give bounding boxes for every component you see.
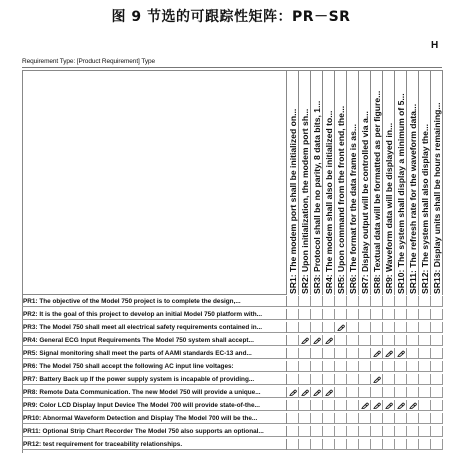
trace-link-icon [325,336,333,344]
matrix-cell[interactable] [299,374,311,385]
matrix-cell[interactable] [419,361,431,372]
matrix-cell[interactable] [287,374,299,385]
matrix-cell[interactable] [383,426,395,437]
matrix-cell[interactable] [335,426,347,437]
matrix-cell[interactable] [395,439,407,450]
matrix-cell[interactable] [347,413,359,424]
matrix-cell[interactable] [383,374,395,385]
matrix-cell[interactable] [383,335,395,346]
matrix-cell[interactable] [299,413,311,424]
column-label: SR9: Waveform data will be displayed in... [384,122,394,294]
trace-link-icon [409,401,417,409]
matrix-cell[interactable] [311,374,323,385]
matrix-row [22,309,442,320]
matrix-cell[interactable] [419,426,431,437]
matrix-column-header [287,70,299,295]
matrix-cell[interactable] [335,296,347,307]
matrix-cell[interactable] [323,335,335,346]
matrix-cell[interactable] [323,400,335,411]
matrix-cell[interactable] [371,335,383,346]
matrix-cell[interactable] [299,439,311,450]
matrix-cell[interactable] [347,296,359,307]
matrix-cell[interactable] [323,387,335,398]
matrix-cell[interactable] [335,348,347,359]
matrix-cell[interactable] [323,361,335,372]
matrix-cell[interactable] [299,322,311,333]
matrix-row [22,400,442,411]
traceability-matrix [22,70,442,460]
matrix-cell[interactable] [323,296,335,307]
matrix-cell[interactable] [335,361,347,372]
matrix-column-header [419,70,431,295]
matrix-cell[interactable] [335,387,347,398]
row-label: PR6: The Model 750 shall accept the following AC input line voltages: [22,361,287,372]
column-label: SR5: Upon command from the front end, the... [336,105,346,294]
matrix-cell[interactable] [407,322,419,333]
matrix-cell[interactable] [431,309,443,320]
matrix-cell[interactable] [407,413,419,424]
requirement-type-line: Requirement Type: [Product Requirement] Type [22,58,156,65]
matrix-row [22,296,442,307]
matrix-cell[interactable] [383,296,395,307]
trace-link-icon [385,401,393,409]
matrix-cell[interactable] [335,439,347,450]
matrix-cell[interactable] [383,400,395,411]
matrix-cell[interactable] [287,322,299,333]
matrix-cell[interactable] [431,335,443,346]
matrix-cell[interactable] [299,400,311,411]
matrix-cell[interactable] [371,296,383,307]
matrix-cell[interactable] [431,361,443,372]
matrix-cell[interactable] [431,374,443,385]
matrix-cell[interactable] [407,426,419,437]
matrix-cell[interactable] [347,400,359,411]
matrix-cell[interactable] [287,413,299,424]
matrix-cell[interactable] [419,335,431,346]
trace-link-icon [301,388,309,396]
matrix-column-header [395,70,407,295]
matrix-cell[interactable] [419,374,431,385]
matrix-column-header [347,70,359,295]
matrix-row [22,413,442,424]
column-label: SR7: Display output will be controlled via a... [360,111,370,294]
matrix-cell[interactable] [311,400,323,411]
matrix-cell[interactable] [335,309,347,320]
matrix-cell[interactable] [419,296,431,307]
matrix-cell[interactable] [287,426,299,437]
matrix-cell[interactable] [371,426,383,437]
matrix-cell[interactable] [287,309,299,320]
matrix-cell[interactable] [371,374,383,385]
matrix-cell[interactable] [383,322,395,333]
matrix-cell[interactable] [287,439,299,450]
matrix-cell[interactable] [395,400,407,411]
column-label: SR10: The system shall display a minimum of 5... [396,93,406,294]
matrix-cell[interactable] [359,413,371,424]
matrix-cell[interactable] [371,439,383,450]
matrix-cell[interactable] [395,413,407,424]
matrix-cell[interactable] [299,309,311,320]
matrix-cell[interactable] [299,296,311,307]
matrix-column-header [359,70,371,295]
matrix-cell[interactable] [419,400,431,411]
matrix-cell[interactable] [419,309,431,320]
matrix-cell[interactable] [299,348,311,359]
matrix-cell[interactable] [359,387,371,398]
matrix-cell[interactable] [407,400,419,411]
trace-link-icon [385,349,393,357]
matrix-cell[interactable] [407,387,419,398]
matrix-cell[interactable] [323,309,335,320]
trace-link-icon [313,388,321,396]
matrix-cell[interactable] [311,413,323,424]
matrix-cell[interactable] [383,387,395,398]
matrix-cell[interactable] [407,348,419,359]
matrix-row [22,335,442,346]
trace-link-icon [373,349,381,357]
matrix-cell[interactable] [311,335,323,346]
trace-link-icon [289,388,297,396]
matrix-cell[interactable] [407,361,419,372]
matrix-cell[interactable] [431,348,443,359]
matrix-cell[interactable] [311,361,323,372]
matrix-cell[interactable] [359,296,371,307]
matrix-cell[interactable] [335,374,347,385]
matrix-cell[interactable] [419,413,431,424]
matrix-cell[interactable] [359,374,371,385]
matrix-cell[interactable] [371,348,383,359]
matrix-cell[interactable] [359,439,371,450]
trace-link-icon [373,375,381,383]
matrix-cell[interactable] [419,387,431,398]
matrix-column-header [371,70,383,295]
matrix-cell[interactable] [359,309,371,320]
matrix-cell[interactable] [371,361,383,372]
row-label: PR3: The Model 750 shall meet all electrical safety requirements contained in... [22,322,287,333]
matrix-cell[interactable] [431,296,443,307]
matrix-column-header [299,70,311,295]
matrix-cell[interactable] [347,335,359,346]
matrix-cell[interactable] [359,361,371,372]
matrix-cell[interactable] [431,413,443,424]
row-label: PR1: The objective of the Model 750 project is to complete the design,... [22,296,287,307]
matrix-cell[interactable] [407,374,419,385]
matrix-cell[interactable] [383,309,395,320]
matrix-cell[interactable] [311,439,323,450]
matrix-cell[interactable] [371,322,383,333]
matrix-cell[interactable] [347,387,359,398]
matrix-cell[interactable] [311,387,323,398]
matrix-cell[interactable] [299,426,311,437]
matrix-row [22,426,442,437]
matrix-cell[interactable] [347,361,359,372]
matrix-cell[interactable] [323,439,335,450]
column-label: SR12: The system shall also display the... [420,123,430,294]
row-label: PR9: Color LCD Display Input Device The Model 700 will provide state-of-the... [22,400,287,411]
matrix-row [22,322,442,333]
matrix-cell[interactable] [395,348,407,359]
matrix-cell[interactable] [347,439,359,450]
matrix-cell[interactable] [419,348,431,359]
matrix-column-header [383,70,395,295]
matrix-corner-cell [22,70,287,295]
trace-link-icon [361,401,369,409]
matrix-cell[interactable] [431,387,443,398]
column-label: SR8: Textual data will be formatted as per figure... [372,90,382,294]
matrix-cell[interactable] [359,322,371,333]
matrix-column-header [431,70,443,295]
matrix-row [22,439,442,450]
matrix-row [22,387,442,398]
matrix-cell[interactable] [395,374,407,385]
matrix-cell[interactable] [407,439,419,450]
trace-link-icon [373,401,381,409]
matrix-cell[interactable] [287,400,299,411]
matrix-cell[interactable] [431,400,443,411]
matrix-cell[interactable] [299,361,311,372]
matrix-cell[interactable] [335,413,347,424]
matrix-cell[interactable] [299,387,311,398]
matrix-cell[interactable] [335,335,347,346]
matrix-column-header [323,70,335,295]
matrix-cell[interactable] [323,322,335,333]
matrix-row [22,361,442,372]
row-label: PR2: It is the goal of this project to develop an initial Model 750 platform with... [22,309,287,320]
column-label: SR6: The format for the data frame is as... [348,123,358,294]
matrix-cell[interactable] [395,322,407,333]
matrix-cell[interactable] [407,296,419,307]
row-label: PR10: Abnormal Waveform Detection and Display The Model 700 will be the... [22,413,287,424]
figure-caption: 图 9 节选的可跟踪性矩阵：PR－SR [111,9,351,25]
matrix-cell[interactable] [371,413,383,424]
trace-link-icon [325,388,333,396]
matrix-cell[interactable] [347,309,359,320]
matrix-cell[interactable] [395,335,407,346]
column-label: SR1: The modem port shall be initialized on... [288,108,298,294]
matrix-cell[interactable] [287,335,299,346]
matrix-cell[interactable] [359,335,371,346]
matrix-cell[interactable] [371,400,383,411]
row-label: PR5: Signal monitoring shall meet the parts of AAMI standards EC-13 and... [22,348,287,359]
matrix-cell[interactable] [431,426,443,437]
matrix-cell[interactable] [395,361,407,372]
matrix-cell[interactable] [383,361,395,372]
matrix-cell[interactable] [419,439,431,450]
trace-link-icon [301,336,309,344]
header-rule [22,67,442,68]
matrix-cell[interactable] [359,348,371,359]
matrix-cell[interactable] [299,335,311,346]
matrix-cell[interactable] [323,374,335,385]
matrix-cell[interactable] [407,309,419,320]
matrix-cell[interactable] [311,296,323,307]
row-label: PR12: test requirement for traceability relationships. [22,439,287,450]
column-label: SR2: Upon initialization, the modem port sh... [300,108,310,294]
row-label: PR11: Optional Strip Chart Recorder The Model 750 also supports an optional... [22,426,287,437]
matrix-cell[interactable] [311,322,323,333]
matrix-cell[interactable] [407,335,419,346]
matrix-cell[interactable] [383,348,395,359]
matrix-cell[interactable] [431,439,443,450]
matrix-column-header [335,70,347,295]
matrix-cell[interactable] [383,413,395,424]
matrix-cell[interactable] [395,426,407,437]
row-label: PR8: Remote Data Communication. The new Model 750 will provide a unique... [22,387,287,398]
matrix-cell[interactable] [323,413,335,424]
matrix-cell[interactable] [395,387,407,398]
matrix-cell[interactable] [347,348,359,359]
column-label: SR11: The refresh rate for the waveform data... [408,103,418,294]
column-label: SR3: Protocol shall be no parity, 8 data bits, 1... [312,100,322,294]
matrix-cell[interactable] [347,374,359,385]
matrix-cell[interactable] [359,400,371,411]
corner-mark: H [431,40,439,51]
matrix-cell[interactable] [311,348,323,359]
matrix-column-header [311,70,323,295]
row-label: PR4: General ECG Input Requirements The Model 750 system shall accept... [22,335,287,346]
column-label: SR4: The modem shall also be initialized to... [324,110,334,294]
matrix-cell[interactable] [311,309,323,320]
trace-link-icon [337,323,345,331]
matrix-cell[interactable] [287,361,299,372]
matrix-cell[interactable] [323,426,335,437]
matrix-cell[interactable] [347,426,359,437]
trace-link-icon [313,336,321,344]
matrix-cell[interactable] [335,322,347,333]
matrix-cell[interactable] [287,348,299,359]
matrix-cell[interactable] [287,296,299,307]
matrix-cell[interactable] [347,322,359,333]
matrix-cell[interactable] [371,309,383,320]
matrix-cell[interactable] [323,348,335,359]
matrix-row [22,374,442,385]
matrix-cell[interactable] [383,439,395,450]
column-label: SR13: Display units shall be hours remaining... [432,102,442,294]
matrix-cell[interactable] [335,400,347,411]
matrix-cell[interactable] [395,309,407,320]
matrix-cell[interactable] [419,322,431,333]
matrix-cell[interactable] [311,426,323,437]
row-label: PR7: Battery Back up If the power supply system is incapable of providing... [22,374,287,385]
trace-link-icon [397,349,405,357]
trace-link-icon [397,401,405,409]
matrix-cell[interactable] [371,387,383,398]
matrix-cell[interactable] [359,426,371,437]
matrix-cell[interactable] [395,296,407,307]
matrix-cell[interactable] [431,322,443,333]
matrix-column-header [407,70,419,295]
matrix-cell[interactable] [287,387,299,398]
matrix-row [22,348,442,359]
